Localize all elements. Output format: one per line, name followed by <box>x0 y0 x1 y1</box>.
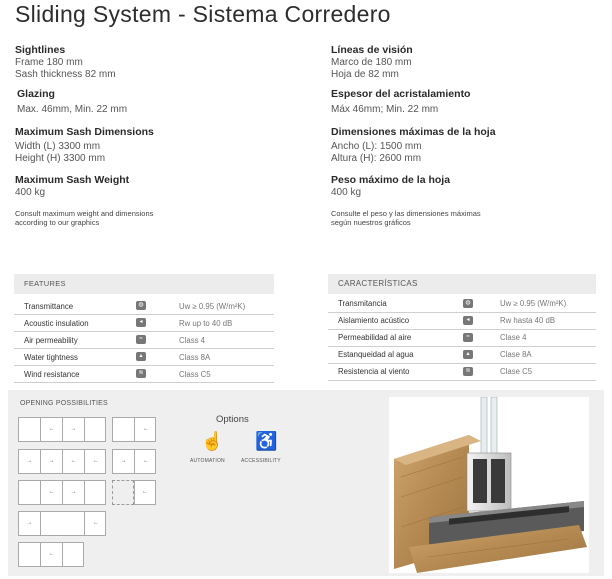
sightlines-spec <box>15 44 300 81</box>
arrow-left-icon: ← <box>70 457 77 464</box>
sliding-pane <box>85 450 107 473</box>
arrow-left-icon: ← <box>143 425 149 432</box>
arrow-right-icon: → <box>48 457 55 464</box>
sightlines-heading-es: Líneas de visión <box>331 44 413 56</box>
air-icon: ≈ <box>136 335 146 344</box>
max-weight-value-es: 400 kg <box>331 187 362 198</box>
feature-label: Transmittance <box>24 302 74 311</box>
max-weight-heading-es: Peso máximo de la hoja <box>331 174 451 186</box>
sliding-pane <box>113 450 135 473</box>
sightlines-sash: Sash thickness 82 mm <box>15 69 116 80</box>
table-row <box>328 330 596 347</box>
sightlines-frame: Frame 180 mm <box>15 57 83 68</box>
max-dims-heading-es: Dimensiones máximas de la hoja <box>331 126 496 138</box>
fixed-pane <box>41 512 85 535</box>
consult-note-line1: Consult maximum weight and dimensions <box>15 209 154 218</box>
table-row <box>328 364 596 381</box>
feature-value: Uw ≥ 0.95 (W/m²K) <box>500 299 567 308</box>
water-icon: ▴ <box>463 350 473 359</box>
sliding-pane <box>41 481 63 504</box>
water-icon: ▴ <box>136 352 146 361</box>
fixed-pane <box>85 481 107 504</box>
page-title: Sliding System - Sistema Corredero <box>15 1 391 27</box>
arrow-right-icon: → <box>120 457 127 464</box>
glazing-range: Max. 46mm, Min. 22 mm <box>17 104 128 115</box>
feature-label: Resistencia al viento <box>338 367 410 376</box>
arrow-right-icon: → <box>70 425 77 432</box>
max-width: Width (L) 3300 mm <box>15 141 101 152</box>
arrow-left-icon: ← <box>93 457 99 464</box>
consult-note <box>15 209 300 227</box>
table-row <box>328 296 596 313</box>
sliding-pane <box>63 450 85 473</box>
sliding-pane <box>63 481 85 504</box>
sightlines-frame-es: Marco de 180 mm <box>331 57 412 68</box>
table-row <box>14 349 274 366</box>
glazing-heading-es: Espesor del acristalamiento <box>331 88 471 100</box>
specs-english <box>15 44 300 227</box>
opening-diagram <box>18 449 106 474</box>
fixed-pane <box>85 418 107 441</box>
consult-note-es-line2: según nuestros gráficos <box>331 218 411 227</box>
max-dims-spec-es <box>331 126 612 165</box>
glazing-range-es: Máx 46mm; Min. 22 mm <box>331 104 439 115</box>
fixed-pane <box>63 543 85 566</box>
accessibility-label: ACCESSIBILITY <box>241 458 281 464</box>
arrow-right-icon: → <box>70 488 77 495</box>
table-row <box>14 298 274 315</box>
fixed-pane <box>19 481 41 504</box>
consult-note-es <box>331 209 612 227</box>
sightlines-sash-es: Hoja de 82 mm <box>331 69 399 80</box>
glazing-spec <box>15 88 300 116</box>
max-height-es: Altura (H): 2600 mm <box>331 153 422 164</box>
feature-label: Aislamiento acústico <box>338 316 410 325</box>
max-width-es: Ancho (L): 1500 mm <box>331 141 422 152</box>
max-weight-heading: Maximum Sash Weight <box>15 174 130 186</box>
specs-spanish <box>331 44 612 227</box>
max-dims-heading: Maximum Sash Dimensions <box>15 126 154 138</box>
thermal-icon: ◍ <box>463 299 473 308</box>
arrow-right-icon: → <box>26 457 33 464</box>
sightlines-spec-es <box>331 44 612 81</box>
opening-diagram <box>112 449 156 474</box>
pocket-outline <box>112 480 134 505</box>
sliding-pane <box>85 512 107 535</box>
sightlines-heading: Sightlines <box>15 44 66 56</box>
sliding-pane <box>63 418 85 441</box>
feature-value: Clase C5 <box>500 367 533 376</box>
max-height: Height (H) 3300 mm <box>15 153 106 164</box>
feature-label: Wind resistance <box>24 370 80 379</box>
feature-value: Clase 4 <box>500 333 527 342</box>
table-row <box>328 347 596 364</box>
air-icon: ≈ <box>463 333 473 342</box>
max-weight-spec <box>15 174 300 199</box>
arrow-left-icon: ← <box>143 457 149 464</box>
table-row <box>14 332 274 349</box>
feature-value: Class C5 <box>179 370 211 379</box>
arrow-left-icon: ← <box>142 488 148 495</box>
profile-section-illustration <box>389 397 589 573</box>
opening-diagram <box>112 417 156 442</box>
sliding-pane <box>135 481 155 504</box>
arrow-left-icon: ← <box>48 550 55 557</box>
sliding-pane <box>135 418 157 441</box>
arrow-right-icon: → <box>26 519 33 526</box>
opening-diagram <box>18 417 106 442</box>
feature-label: Estanqueidad al agua <box>338 350 414 359</box>
feature-value: Clase 8A <box>500 350 532 359</box>
caracteristicas-header: CARACTERÍSTICAS <box>328 274 596 294</box>
consult-note-line2: according to our graphics <box>15 218 100 227</box>
feature-value: Class 8A <box>179 353 211 362</box>
arrow-left-icon: ← <box>48 425 55 432</box>
sliding-pane <box>41 543 63 566</box>
feature-value: Uw ≥ 0.95 (W/m²K) <box>179 302 246 311</box>
feature-label: Permeabilidad al aire <box>338 333 412 342</box>
table-row <box>328 313 596 330</box>
wind-icon: ≋ <box>463 367 473 376</box>
opening-diagram <box>134 480 156 505</box>
feature-label: Acoustic insulation <box>24 319 89 328</box>
features-table <box>14 274 274 383</box>
feature-label: Transmitancia <box>338 299 387 308</box>
feature-value: Rw up to 40 dB <box>179 319 233 328</box>
opening-panel <box>8 390 604 576</box>
fixed-pane <box>19 418 41 441</box>
arrow-left-icon: ← <box>93 519 99 526</box>
feature-value: Rw hasta 40 dB <box>500 316 556 325</box>
table-row <box>14 315 274 332</box>
sliding-pane <box>135 450 157 473</box>
glazing-heading: Glazing <box>17 88 55 100</box>
consult-note-es-line1: Consulte el peso y las dimensiones máximas <box>331 209 481 218</box>
feature-label: Water tightness <box>24 353 78 362</box>
automation-icon: ☝ <box>201 431 224 451</box>
opening-diagram <box>18 480 106 505</box>
max-weight-spec-es <box>331 174 612 199</box>
max-dims-spec <box>15 126 300 165</box>
sliding-pane <box>19 450 41 473</box>
table-row <box>14 366 274 383</box>
fixed-pane <box>19 543 41 566</box>
opening-diagram <box>18 511 106 536</box>
opening-title: OPENING POSSIBILITIES <box>20 400 108 407</box>
accessibility-icon: ♿ <box>255 431 278 451</box>
sliding-pane <box>41 418 63 441</box>
fixed-pane <box>113 418 135 441</box>
features-header: FEATURES <box>14 274 274 294</box>
opening-diagram <box>18 542 84 567</box>
sound-icon: ◂ <box>136 318 146 327</box>
feature-label: Air permeability <box>24 336 78 345</box>
sound-icon: ◂ <box>463 316 473 325</box>
thermal-icon: ◍ <box>136 301 146 310</box>
sliding-pane <box>19 512 41 535</box>
profile-section-image <box>389 397 589 573</box>
automation-label: AUTOMATION <box>190 458 225 464</box>
glazing-spec-es <box>331 88 612 116</box>
sliding-pane <box>41 450 63 473</box>
caracteristicas-table <box>328 274 596 381</box>
max-weight-value: 400 kg <box>15 187 46 198</box>
wind-icon: ≋ <box>136 369 146 378</box>
options-title: Options <box>216 414 249 425</box>
arrow-left-icon: ← <box>48 488 55 495</box>
feature-value: Class 4 <box>179 336 205 345</box>
